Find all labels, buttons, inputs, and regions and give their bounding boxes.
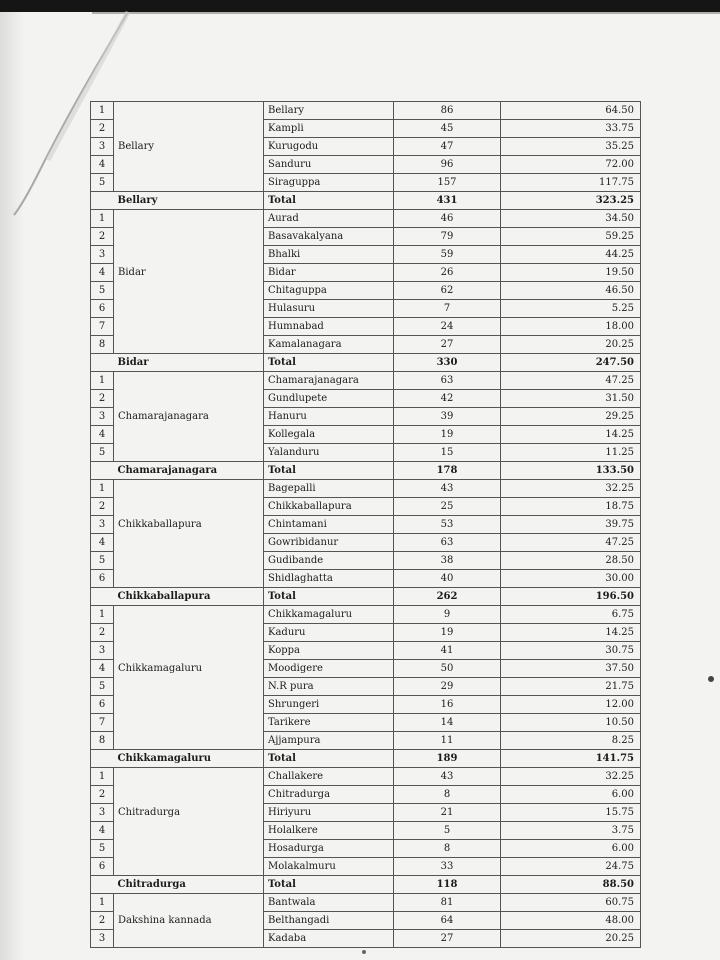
scan-edge	[0, 0, 24, 960]
table-row	[91, 390, 641, 408]
serial-number-cell: 8	[91, 336, 114, 354]
serial-number-cell: 2	[91, 912, 114, 930]
taluk-name-cell: Bidar	[264, 264, 394, 282]
district-name-cell	[114, 552, 264, 570]
count-cell: 96	[394, 156, 501, 174]
total-count-cell: 178	[394, 462, 501, 480]
table-row	[91, 336, 641, 354]
table-row	[91, 858, 641, 876]
district-name-cell	[114, 786, 264, 804]
district-total-row	[91, 354, 641, 372]
count-cell: 62	[394, 282, 501, 300]
ink-dot	[708, 676, 714, 682]
district-name-cell	[114, 246, 264, 264]
taluk-name-cell: Hosadurga	[264, 840, 394, 858]
district-name-cell	[114, 444, 264, 462]
ink-dot	[362, 950, 366, 954]
district-name-cell	[114, 210, 264, 228]
amount-cell: 24.75	[501, 858, 641, 876]
amount-cell: 46.50	[501, 282, 641, 300]
total-count-cell: 118	[394, 876, 501, 894]
count-cell: 11	[394, 732, 501, 750]
table-row	[91, 624, 641, 642]
district-name-cell	[114, 336, 264, 354]
table-row	[91, 822, 641, 840]
district-name-cell	[114, 858, 264, 876]
taluk-name-cell: N.R pura	[264, 678, 394, 696]
taluk-name-cell: Gundlupete	[264, 390, 394, 408]
taluk-name-cell: Bellary	[264, 102, 394, 120]
serial-number-cell: 5	[91, 678, 114, 696]
amount-cell: 32.25	[501, 480, 641, 498]
serial-number-cell: 1	[91, 210, 114, 228]
count-cell: 47	[394, 138, 501, 156]
district-name-cell	[114, 930, 264, 948]
district-name-cell: Dakshina kannada	[114, 912, 264, 930]
serial-number-cell: 2	[91, 390, 114, 408]
amount-cell: 20.25	[501, 336, 641, 354]
serial-number-cell: 1	[91, 606, 114, 624]
taluk-name-cell: Bhalki	[264, 246, 394, 264]
taluk-name-cell: Gudibande	[264, 552, 394, 570]
amount-cell: 31.50	[501, 390, 641, 408]
table-row	[91, 120, 641, 138]
district-total-row	[91, 588, 641, 606]
taluk-name-cell: Kamalanagara	[264, 336, 394, 354]
count-cell: 8	[394, 840, 501, 858]
total-district-name-cell: Chikkamagaluru	[114, 750, 264, 768]
amount-cell: 28.50	[501, 552, 641, 570]
table-row	[91, 804, 641, 822]
count-cell: 43	[394, 480, 501, 498]
amount-cell: 33.75	[501, 120, 641, 138]
table-row	[91, 768, 641, 786]
district-total-row	[91, 192, 641, 210]
district-name-cell	[114, 372, 264, 390]
district-name-cell	[114, 534, 264, 552]
serial-number-cell: 5	[91, 840, 114, 858]
district-total-row	[91, 750, 641, 768]
total-amount-cell: 323.25	[501, 192, 641, 210]
district-name-cell	[114, 678, 264, 696]
taluk-name-cell: Chikkamagaluru	[264, 606, 394, 624]
table-row	[91, 732, 641, 750]
district-name-cell	[114, 102, 264, 120]
amount-cell: 10.50	[501, 714, 641, 732]
taluk-name-cell: Chitradurga	[264, 786, 394, 804]
serial-number-cell: 7	[91, 318, 114, 336]
total-district-name-cell: Chamarajanagara	[114, 462, 264, 480]
serial-number-cell: 3	[91, 930, 114, 948]
serial-number-cell: 2	[91, 786, 114, 804]
taluk-name-cell: Kaduru	[264, 624, 394, 642]
table-row	[91, 426, 641, 444]
amount-cell: 44.25	[501, 246, 641, 264]
amount-cell: 30.75	[501, 642, 641, 660]
taluk-name-cell: Holalkere	[264, 822, 394, 840]
count-cell: 19	[394, 426, 501, 444]
taluk-name-cell: Hulasuru	[264, 300, 394, 318]
allocation-table-wrapper	[90, 101, 640, 948]
serial-number-cell: 1	[91, 102, 114, 120]
table-row	[91, 714, 641, 732]
count-cell: 15	[394, 444, 501, 462]
taluk-name-cell: Siraguppa	[264, 174, 394, 192]
taluk-name-cell: Gowribidanur	[264, 534, 394, 552]
serial-number-cell: 5	[91, 174, 114, 192]
count-cell: 86	[394, 102, 501, 120]
taluk-name-cell: Chikkaballapura	[264, 498, 394, 516]
serial-number-cell: 3	[91, 804, 114, 822]
allocation-table	[90, 101, 641, 948]
serial-number-cell: 1	[91, 768, 114, 786]
total-count-cell: 189	[394, 750, 501, 768]
serial-number-cell: 4	[91, 534, 114, 552]
total-count-cell: 330	[394, 354, 501, 372]
count-cell: 16	[394, 696, 501, 714]
table-row	[91, 930, 641, 948]
amount-cell: 5.25	[501, 300, 641, 318]
serial-number-cell: 2	[91, 624, 114, 642]
district-name-cell: Bellary	[114, 138, 264, 156]
table-row	[91, 642, 641, 660]
district-name-cell	[114, 480, 264, 498]
total-amount-cell: 196.50	[501, 588, 641, 606]
count-cell: 79	[394, 228, 501, 246]
table-row	[91, 912, 641, 930]
total-label-cell: Total	[264, 462, 394, 480]
amount-cell: 19.50	[501, 264, 641, 282]
table-row	[91, 282, 641, 300]
count-cell: 26	[394, 264, 501, 282]
total-label-cell: Total	[264, 876, 394, 894]
amount-cell: 59.25	[501, 228, 641, 246]
table-row	[91, 228, 641, 246]
count-cell: 24	[394, 318, 501, 336]
serial-number-cell: 3	[91, 246, 114, 264]
table-row	[91, 246, 641, 264]
table-row	[91, 210, 641, 228]
count-cell: 59	[394, 246, 501, 264]
amount-cell: 117.75	[501, 174, 641, 192]
table-row	[91, 372, 641, 390]
taluk-name-cell: Kurugodu	[264, 138, 394, 156]
count-cell: 21	[394, 804, 501, 822]
amount-cell: 30.00	[501, 570, 641, 588]
total-amount-cell: 133.50	[501, 462, 641, 480]
taluk-name-cell: Kampli	[264, 120, 394, 138]
amount-cell: 11.25	[501, 444, 641, 462]
table-row	[91, 516, 641, 534]
table-row	[91, 264, 641, 282]
taluk-name-cell: Kadaba	[264, 930, 394, 948]
district-name-cell: Chikkamagaluru	[114, 660, 264, 678]
taluk-name-cell: Hiriyuru	[264, 804, 394, 822]
taluk-name-cell: Aurad	[264, 210, 394, 228]
amount-cell: 34.50	[501, 210, 641, 228]
taluk-name-cell: Molakalmuru	[264, 858, 394, 876]
serial-number-cell: 8	[91, 732, 114, 750]
count-cell: 157	[394, 174, 501, 192]
district-name-cell	[114, 390, 264, 408]
table-row	[91, 480, 641, 498]
amount-cell: 20.25	[501, 930, 641, 948]
total-amount-cell: 88.50	[501, 876, 641, 894]
taluk-name-cell: Yalanduru	[264, 444, 394, 462]
serial-number-cell: 5	[91, 552, 114, 570]
serial-number-cell: 5	[91, 444, 114, 462]
taluk-name-cell: Hanuru	[264, 408, 394, 426]
district-name-cell	[114, 228, 264, 246]
taluk-name-cell: Belthangadi	[264, 912, 394, 930]
serial-number-cell: 4	[91, 660, 114, 678]
district-name-cell	[114, 840, 264, 858]
count-cell: 14	[394, 714, 501, 732]
table-row	[91, 156, 641, 174]
count-cell: 46	[394, 210, 501, 228]
amount-cell: 6.75	[501, 606, 641, 624]
count-cell: 29	[394, 678, 501, 696]
serial-number-cell: 4	[91, 264, 114, 282]
serial-number-cell: 2	[91, 228, 114, 246]
count-cell: 7	[394, 300, 501, 318]
district-name-cell	[114, 570, 264, 588]
taluk-name-cell: Bagepalli	[264, 480, 394, 498]
amount-cell: 15.75	[501, 804, 641, 822]
count-cell: 50	[394, 660, 501, 678]
amount-cell: 6.00	[501, 786, 641, 804]
total-district-name-cell: Bellary	[114, 192, 264, 210]
district-name-cell	[114, 894, 264, 912]
total-serial-cell	[91, 354, 114, 372]
taluk-name-cell: Moodigere	[264, 660, 394, 678]
table-row	[91, 786, 641, 804]
serial-number-cell: 4	[91, 822, 114, 840]
count-cell: 39	[394, 408, 501, 426]
table-row	[91, 408, 641, 426]
total-serial-cell	[91, 462, 114, 480]
amount-cell: 72.00	[501, 156, 641, 174]
table-row	[91, 174, 641, 192]
count-cell: 45	[394, 120, 501, 138]
total-serial-cell	[91, 192, 114, 210]
serial-number-cell: 6	[91, 300, 114, 318]
table-row	[91, 570, 641, 588]
total-label-cell: Total	[264, 750, 394, 768]
count-cell: 43	[394, 768, 501, 786]
total-serial-cell	[91, 876, 114, 894]
taluk-name-cell: Humnabad	[264, 318, 394, 336]
amount-cell: 12.00	[501, 696, 641, 714]
count-cell: 9	[394, 606, 501, 624]
count-cell: 42	[394, 390, 501, 408]
total-label-cell: Total	[264, 192, 394, 210]
total-label-cell: Total	[264, 354, 394, 372]
total-serial-cell	[91, 750, 114, 768]
amount-cell: 18.75	[501, 498, 641, 516]
count-cell: 40	[394, 570, 501, 588]
serial-number-cell: 6	[91, 696, 114, 714]
total-district-name-cell: Bidar	[114, 354, 264, 372]
total-count-cell: 431	[394, 192, 501, 210]
table-row	[91, 678, 641, 696]
table-row	[91, 660, 641, 678]
serial-number-cell: 1	[91, 894, 114, 912]
count-cell: 63	[394, 372, 501, 390]
amount-cell: 47.25	[501, 534, 641, 552]
count-cell: 53	[394, 516, 501, 534]
district-total-row	[91, 462, 641, 480]
taluk-name-cell: Chintamani	[264, 516, 394, 534]
district-name-cell	[114, 282, 264, 300]
district-name-cell: Bidar	[114, 264, 264, 282]
taluk-name-cell: Koppa	[264, 642, 394, 660]
taluk-name-cell: Ajjampura	[264, 732, 394, 750]
count-cell: 25	[394, 498, 501, 516]
district-name-cell	[114, 156, 264, 174]
taluk-name-cell: Sanduru	[264, 156, 394, 174]
allocation-table-body	[91, 102, 641, 948]
district-name-cell	[114, 822, 264, 840]
amount-cell: 37.50	[501, 660, 641, 678]
amount-cell: 29.25	[501, 408, 641, 426]
taluk-name-cell: Shrungeri	[264, 696, 394, 714]
count-cell: 5	[394, 822, 501, 840]
count-cell: 64	[394, 912, 501, 930]
amount-cell: 60.75	[501, 894, 641, 912]
district-name-cell	[114, 732, 264, 750]
district-name-cell	[114, 768, 264, 786]
count-cell: 38	[394, 552, 501, 570]
district-name-cell: Chitradurga	[114, 804, 264, 822]
serial-number-cell: 1	[91, 372, 114, 390]
amount-cell: 3.75	[501, 822, 641, 840]
taluk-name-cell: Chamarajanagara	[264, 372, 394, 390]
district-name-cell: Chamarajanagara	[114, 408, 264, 426]
count-cell: 27	[394, 336, 501, 354]
table-row	[91, 300, 641, 318]
serial-number-cell: 1	[91, 480, 114, 498]
serial-number-cell: 2	[91, 120, 114, 138]
amount-cell: 47.25	[501, 372, 641, 390]
district-name-cell	[114, 318, 264, 336]
district-name-cell	[114, 120, 264, 138]
count-cell: 19	[394, 624, 501, 642]
table-row	[91, 534, 641, 552]
scan-top-border	[0, 0, 720, 12]
table-row	[91, 102, 641, 120]
taluk-name-cell: Bantwala	[264, 894, 394, 912]
amount-cell: 48.00	[501, 912, 641, 930]
table-row	[91, 138, 641, 156]
serial-number-cell: 2	[91, 498, 114, 516]
total-amount-cell: 141.75	[501, 750, 641, 768]
count-cell: 33	[394, 858, 501, 876]
taluk-name-cell: Shidlaghatta	[264, 570, 394, 588]
table-row	[91, 552, 641, 570]
amount-cell: 21.75	[501, 678, 641, 696]
amount-cell: 35.25	[501, 138, 641, 156]
amount-cell: 14.25	[501, 624, 641, 642]
amount-cell: 39.75	[501, 516, 641, 534]
taluk-name-cell: Kollegala	[264, 426, 394, 444]
district-name-cell	[114, 714, 264, 732]
serial-number-cell: 4	[91, 426, 114, 444]
serial-number-cell: 3	[91, 516, 114, 534]
count-cell: 8	[394, 786, 501, 804]
district-name-cell	[114, 174, 264, 192]
taluk-name-cell: Chitaguppa	[264, 282, 394, 300]
serial-number-cell: 3	[91, 408, 114, 426]
page-edge-shadow	[92, 12, 720, 14]
total-label-cell: Total	[264, 588, 394, 606]
district-name-cell: Chikkaballapura	[114, 516, 264, 534]
district-name-cell	[114, 300, 264, 318]
serial-number-cell: 5	[91, 282, 114, 300]
total-amount-cell: 247.50	[501, 354, 641, 372]
serial-number-cell: 6	[91, 858, 114, 876]
table-row	[91, 840, 641, 858]
amount-cell: 14.25	[501, 426, 641, 444]
table-row	[91, 696, 641, 714]
table-row	[91, 498, 641, 516]
table-row	[91, 606, 641, 624]
district-name-cell	[114, 696, 264, 714]
table-row	[91, 444, 641, 462]
district-name-cell	[114, 624, 264, 642]
serial-number-cell: 3	[91, 642, 114, 660]
amount-cell: 6.00	[501, 840, 641, 858]
taluk-name-cell: Basavakalyana	[264, 228, 394, 246]
serial-number-cell: 4	[91, 156, 114, 174]
serial-number-cell: 6	[91, 570, 114, 588]
total-district-name-cell: Chitradurga	[114, 876, 264, 894]
district-name-cell	[114, 606, 264, 624]
serial-number-cell: 7	[91, 714, 114, 732]
taluk-name-cell: Tarikere	[264, 714, 394, 732]
taluk-name-cell: Challakere	[264, 768, 394, 786]
table-row	[91, 894, 641, 912]
count-cell: 63	[394, 534, 501, 552]
count-cell: 81	[394, 894, 501, 912]
district-name-cell	[114, 498, 264, 516]
amount-cell: 64.50	[501, 102, 641, 120]
count-cell: 27	[394, 930, 501, 948]
district-name-cell	[114, 426, 264, 444]
total-serial-cell	[91, 588, 114, 606]
amount-cell: 18.00	[501, 318, 641, 336]
total-count-cell: 262	[394, 588, 501, 606]
amount-cell: 8.25	[501, 732, 641, 750]
district-name-cell	[114, 642, 264, 660]
serial-number-cell: 3	[91, 138, 114, 156]
table-row	[91, 318, 641, 336]
count-cell: 41	[394, 642, 501, 660]
amount-cell: 32.25	[501, 768, 641, 786]
total-district-name-cell: Chikkaballapura	[114, 588, 264, 606]
district-total-row	[91, 876, 641, 894]
